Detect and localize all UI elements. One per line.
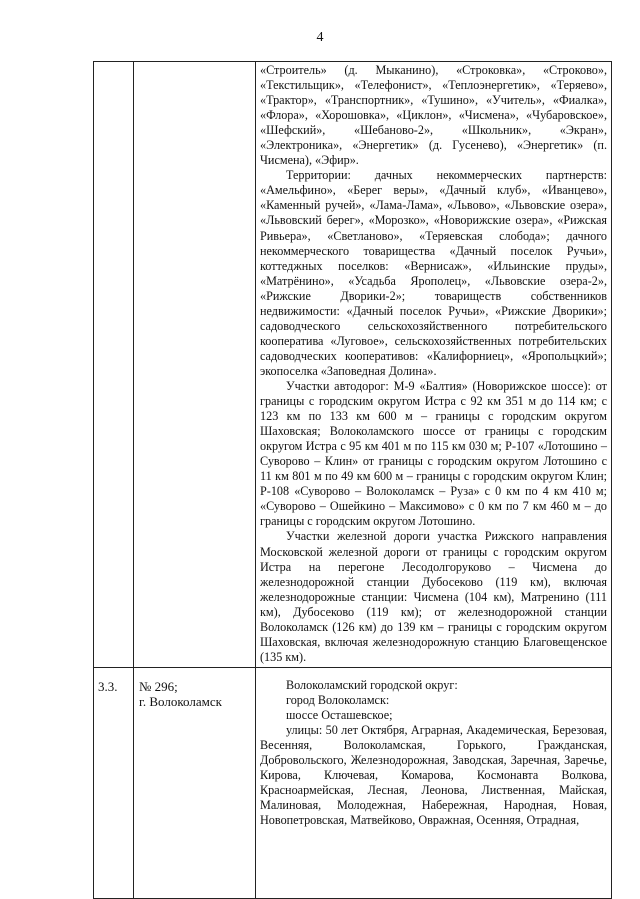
station-cell <box>134 668 256 899</box>
boundaries-cell <box>256 668 612 899</box>
boundary-paragraph: Волоколамский городской округ: <box>286 678 458 692</box>
boundary-paragraph: «Строитель» (д. Мыканино), «Строковка», «Строково», «Текстильщик», «Телефонист», «Теплоэнергетик», «Теряево», «Трактор», «Транспортник», «Тушино», «Учитель», «Фиалка», «Флора», «Хорошовка», «Циклон», «Чисмена», «Чубаровское», «Шефский», «Шебаново-2», «Школьник», «Экран», «Электроника», «Энергетик» (д. Гусенево), «Энергетик» (п. Чисмена), «Эфир». <box>260 63 607 168</box>
boundary-paragraph: Участки железной дороги участка Рижского направления Московской железной дороги от границы с городским округом Истра на перегоне Лесодолгоруково – Чисмена до железнодорожной станции Дубосеково (119 км), включая железнодорожные станции: Чисмена (104 км), Матренино (111 км), Дубосеково (119 км); от железнодорожной станции Волоколамск (126 км) до 139 км – границы с городским округом Шаховская, включая железнодорожную станцию Благовещенское (135 км). <box>260 529 607 664</box>
boundary-paragraph: шоссе Осташевское; <box>286 708 393 723</box>
boundary-paragraph: улицы: 50 лет Октября, Аграрная, Академическая, Березовая, Весенняя, Волоколамская, Горького, Гражданская, Добровольского, Железнодорожная, Заводская, Заречная, Заречье, Кирова, Ключевая, Комарова, Космонавта Волкова, Красноармейская, Лесная, Леонова, Лиственная, Майская, Малиновая, Молодежная, Набережная, Народная, Новая, Новопетровская, Матвейково, Овражная, Осенняя, Отрадная, <box>260 723 607 828</box>
boundary-paragraph: Территории: дачных некоммерческих партнерств: «Амельфино», «Берег веры», «Дачный клуб», «Иванцево», «Каменный ручей», «Лама-Лама», «Львово», «Львовские озера», «Львовский берег», «Морозко», «Новорижские озера», «Рижская Ривьера», «Светланово», «Теряевская слобода»; дачного некоммерческого товарищества «Дачный поселок Ручьи», коттеджных поселков: «Вернисаж», «Ильинские пруды», «Матрёнино», «Усадьба Ярополец», «Львовские озера-2», «Рижские Дворики-2»; товариществ собственников недвижимости: «Дачный поселок Ручьи», «Рижские Дворики»; садоводческого сельскохозяйственного потребительского кооператива «Луговое», сельскохозяйственных потребительских садоводческих кооперативов: «Калифорниец», «Яропольцкий»; экопоселка «Заповедная Долина». <box>260 168 607 378</box>
station-cell <box>134 62 256 668</box>
station-number: № 296; <box>139 679 178 694</box>
table-row <box>94 668 612 899</box>
boundary-paragraph: город Волоколамск: <box>286 693 390 708</box>
row-number-cell <box>94 62 134 668</box>
row-number-cell: 3.3. <box>94 668 134 899</box>
table-row <box>94 62 612 668</box>
station-location: г. Волоколамск <box>139 694 222 709</box>
polling-stations-table <box>93 61 612 899</box>
boundaries-cell <box>256 62 612 668</box>
boundary-paragraph: Участки автодорог: М-9 «Балтия» (Новорижское шоссе): от границы с городским округом Истра с 92 км 351 м до 114 км; с 123 км по 133 км 600 м – границы с городским округом Шаховская; Волоколамского шоссе от границы с городским округом Истра с 95 км 401 м по 115 км 030 м; Р-107 «Лотошино – Суворово – Клин» от границы с городским округом Лотошино с 11 км 801 м по 49 км 600 м – границы с городским округом Клин; Р-108 «Суворово – Волоколамск – Руза» с 0 км по 4 км 410 м; «Суворово – Ошейкино – Максимово» с 0 км по 7 км 460 м – до границы с городским округом Лотошино. <box>260 378 607 529</box>
page-number: 4 <box>316 30 324 45</box>
